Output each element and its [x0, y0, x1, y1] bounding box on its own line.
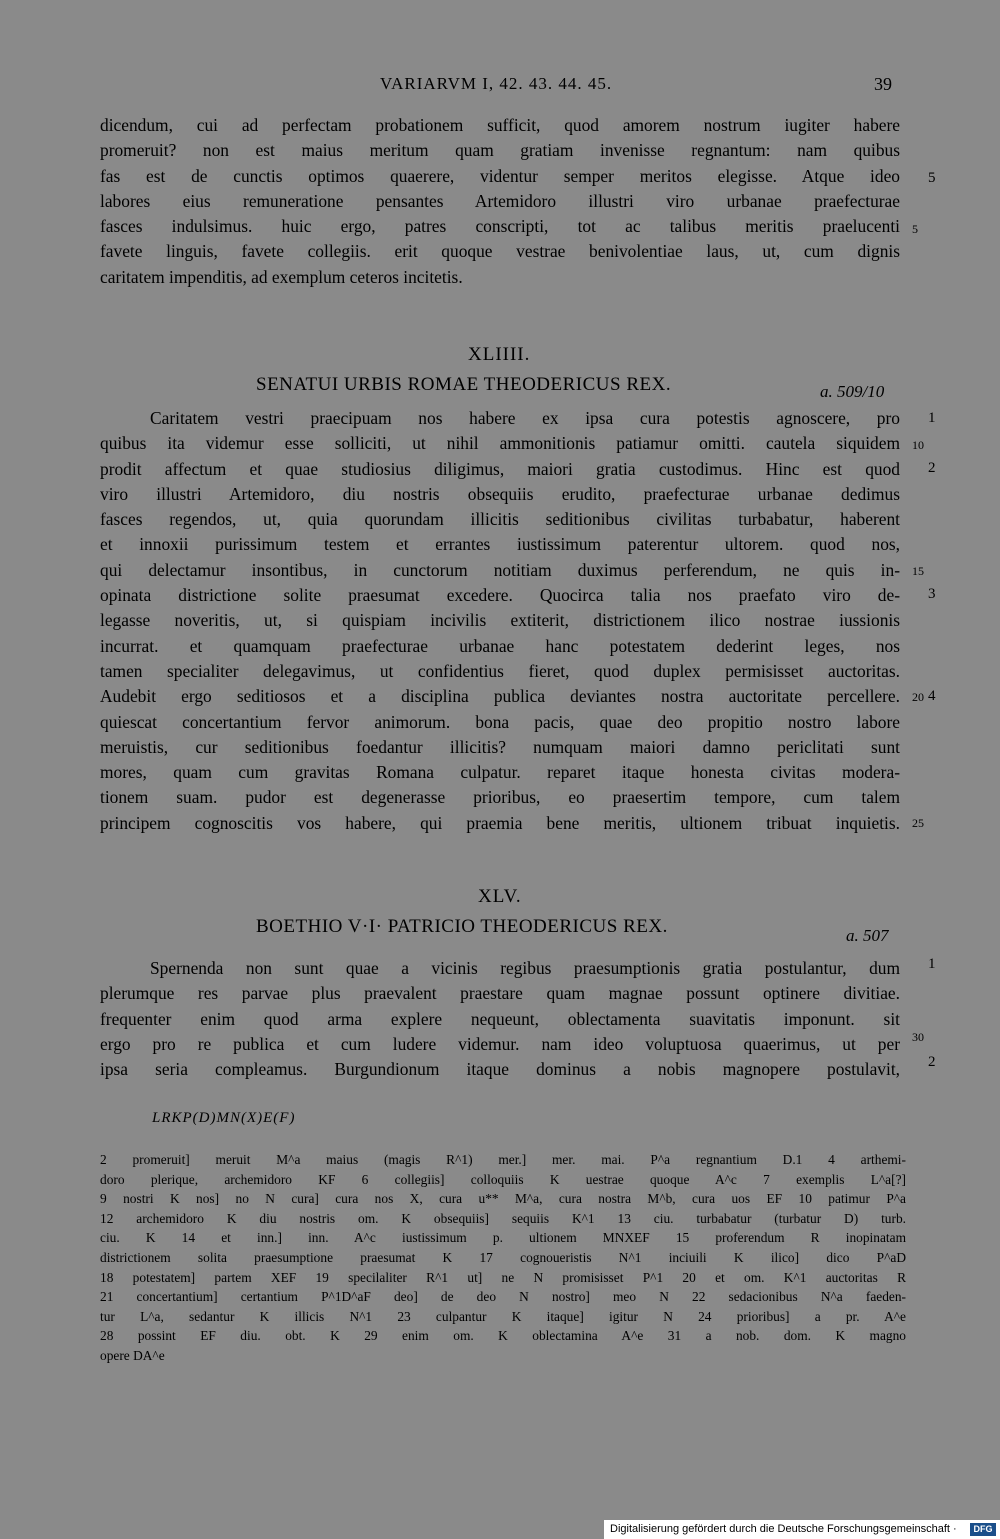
text-line: tamen specialiter delegavimus, ut confidentius fieret, quod duplex permisisset auctoritas. — [100, 660, 900, 681]
apparatus-line: opere DA^e — [100, 1347, 165, 1363]
letter-title: SENATUI URBIS ROMAE THEODERICUS REX. — [256, 374, 672, 395]
section3-text — [100, 956, 900, 1082]
section-number: 4 — [928, 688, 936, 704]
letter-title: BOETHIO V·I· PATRICIO THEODERICUS REX. — [256, 916, 668, 937]
dfg-logo: DFG — [970, 1523, 996, 1536]
critical-apparatus — [100, 1150, 906, 1366]
text-line: Caritatem vestri praecipuam nos habere ex ipsa cura potestis agnoscere, pro — [150, 408, 900, 428]
text-line: prodit affectum et quae studiosius diligimus, maiori gratia custodimus. Hinc est quod — [100, 458, 900, 479]
apparatus-line: tur L^a, sedantur K illicis N^1 23 culpantur K itaque] igitur N 24 prioribus] a pr. A^e — [100, 1308, 906, 1324]
page-number: 39 — [874, 74, 892, 94]
apparatus-line: 12 archemidoro K diu nostris om. K obsequiis] sequiis K^1 13 ciu. turbabatur (turbatur D) turb. — [100, 1210, 906, 1226]
text-line: Audebit ergo seditiosos et a disciplina publica deviantes nostra auctoritate percellere. — [100, 686, 900, 707]
text-line: fasces regendos, ut, quia quorundam illicitis seditionibus civilitas turbabatur, haberent — [100, 509, 900, 530]
section-number: 3 — [928, 586, 936, 602]
running-title: VARIARVM I, 42. 43. 44. 45. — [380, 74, 613, 93]
line-number: 5 — [928, 170, 936, 186]
line-number: 15 — [912, 564, 924, 578]
text-line: quibus ita videmur esse solliciti, ut nihil ammonitionis patiamur omitti. cautela siquidem — [100, 433, 900, 454]
apparatus-line: districtionem solita praesumptione praesumat K 17 cognoueristis N^1 inciuili K ilico] dico P^aD — [100, 1249, 906, 1265]
section1-text — [100, 113, 900, 290]
section-number: 1 — [928, 956, 936, 972]
line-number: 5 — [912, 222, 918, 236]
text-line: caritatem impenditis, ad exemplum ceteros incitetis. — [100, 266, 463, 287]
text-line: mores, quam cum gravitas Romana culpatur. reparet itaque honesta civitas modera- — [100, 762, 900, 783]
text-line: ipsa seria compleamus. Burgundionum itaque dominus a nobis magnopere postulavit, — [100, 1059, 900, 1080]
text-line: tionem suam. pudor est degenerasse prioribus, eo praesertim tempore, cum talem — [100, 787, 900, 808]
text-line: frequenter enim quod arma explere nequeunt, oblectamenta suavitatis imponunt. sit — [100, 1008, 900, 1029]
text-line: Spernenda non sunt quae a vicinis regibus praesumptionis gratia postulantur, dum — [150, 958, 900, 978]
text-line: favete linguis, favete collegiis. erit quoque vestrae benivolentiae laus, ut, cum dignis — [100, 241, 900, 262]
section2-text — [100, 406, 900, 836]
line-number: 30 — [912, 1030, 924, 1044]
apparatus-line: doro plerique, archemidoro KF 6 collegiis] colloquiis K uestrae quoque A^c 7 exemplis L^a[?] — [100, 1171, 906, 1187]
text-line: et innoxii purissimum testem et errantes iustissimum paterentur ultorem. quod nos, — [100, 534, 900, 555]
text-line: viro illustri Artemidoro, diu nostris obsequiis erudito, praefecturae urbanae dedimus — [100, 483, 900, 504]
letter-date: a. 507 — [846, 926, 889, 945]
text-line: labores eius remuneratione pensantes Artemidoro illustri viro urbanae praefecturae — [100, 190, 900, 211]
apparatus-line: ciu. K 14 et inn.] inn. A^c iustissimum p. ultionem MNXEF 15 proferendum R inopinatam — [100, 1230, 906, 1246]
text-line: fasces indulsimus. huic ergo, patres conscripti, tot ac talibus meritis praelucenti — [100, 216, 900, 237]
text-line: plerumque res parvae plus praevalent praestare quam magnae possunt optinere divitiae. — [100, 983, 900, 1004]
section-number: 2 — [928, 1054, 936, 1070]
text-line: principem cognoscitis vos habere, qui praemia bene meritis, ultionem tribuat inquietis. — [100, 812, 900, 833]
apparatus-line: 9 nostri K nos] no N cura] cura nos X, cura u** M^a, cura nostra M^b, cura uos EF 10 patimur P^a — [100, 1191, 906, 1207]
line-number: 25 — [912, 816, 924, 830]
text-line: dicendum, cui ad perfectam probationem sufficit, quod amorem nostrum iugiter habere — [100, 115, 900, 135]
section-number: 1 — [928, 410, 936, 426]
text-line: ergo pro re publica et cum ludere videmur. nam ideo voluptuosa quaerimus, ut per — [100, 1033, 900, 1054]
letter-number: XLIIII. — [468, 344, 531, 365]
line-number: 10 — [912, 438, 924, 452]
text-line: promeruit? non est maius meritum quam gratiam invenisse regnantum: nam quibus — [100, 140, 900, 161]
text-line: opinata districtione solite praesumat excedere. Quocirca talia nos praefato viro de- — [100, 585, 900, 606]
apparatus-line: 28 possint EF diu. obt. K 29 enim om. K oblectamina A^e 31 a nob. dom. K magno — [100, 1328, 906, 1344]
text-line: quiescat concertantium fervor animorum. bona pacis, quae deo propitio nostro labore — [100, 711, 900, 732]
letter-number: XLV. — [478, 886, 522, 907]
text-line: legasse noveritis, ut, si quispiam incivilis extiterit, districtionem ilico nostrae iussionis — [100, 610, 900, 631]
dfg-credit-bar — [604, 1520, 1000, 1539]
line-number: 20 — [912, 690, 924, 704]
text-line: incurrat. et quamquam praefecturae urbanae hanc potestatem dederint leges, nos — [100, 635, 900, 656]
letter-date: a. 509/10 — [820, 382, 885, 401]
apparatus-line: 2 promeruit] meruit M^a maius (magis R^1) mer.] mer. mai. P^a regnantium D.1 4 arthemi- — [100, 1152, 906, 1167]
section-number: 2 — [928, 460, 936, 476]
dfg-credit-text: Digitalisierung gefördert durch die Deutsche Forschungsgemeinschaft · — [610, 1523, 957, 1535]
text-line: qui delectamur insontibus, in cunctorum notitiam duximus perferendum, ne quis in- — [100, 559, 900, 580]
apparatus-line: 21 concertantium] certantium P^1D^aF deo] de deo N nostro] meo N 22 sedacionibus N^a faeden- — [100, 1289, 906, 1305]
text-line: meruistis, cur seditionibus foedantur illicitis? numquam maiori damno periclitati sunt — [100, 736, 900, 757]
text-line: fas est de cunctis optimos quaerere, videntur semper meritos elegisse. Atque ideo — [100, 165, 900, 186]
manuscript-sigla: LRKP(D)MN(X)E(F) — [152, 1110, 296, 1126]
apparatus-line: 18 potestatem] partem XEF 19 specilaliter R^1 ut] ne N promisisset P^1 20 et om. K^1 auctoritas R — [100, 1269, 906, 1285]
